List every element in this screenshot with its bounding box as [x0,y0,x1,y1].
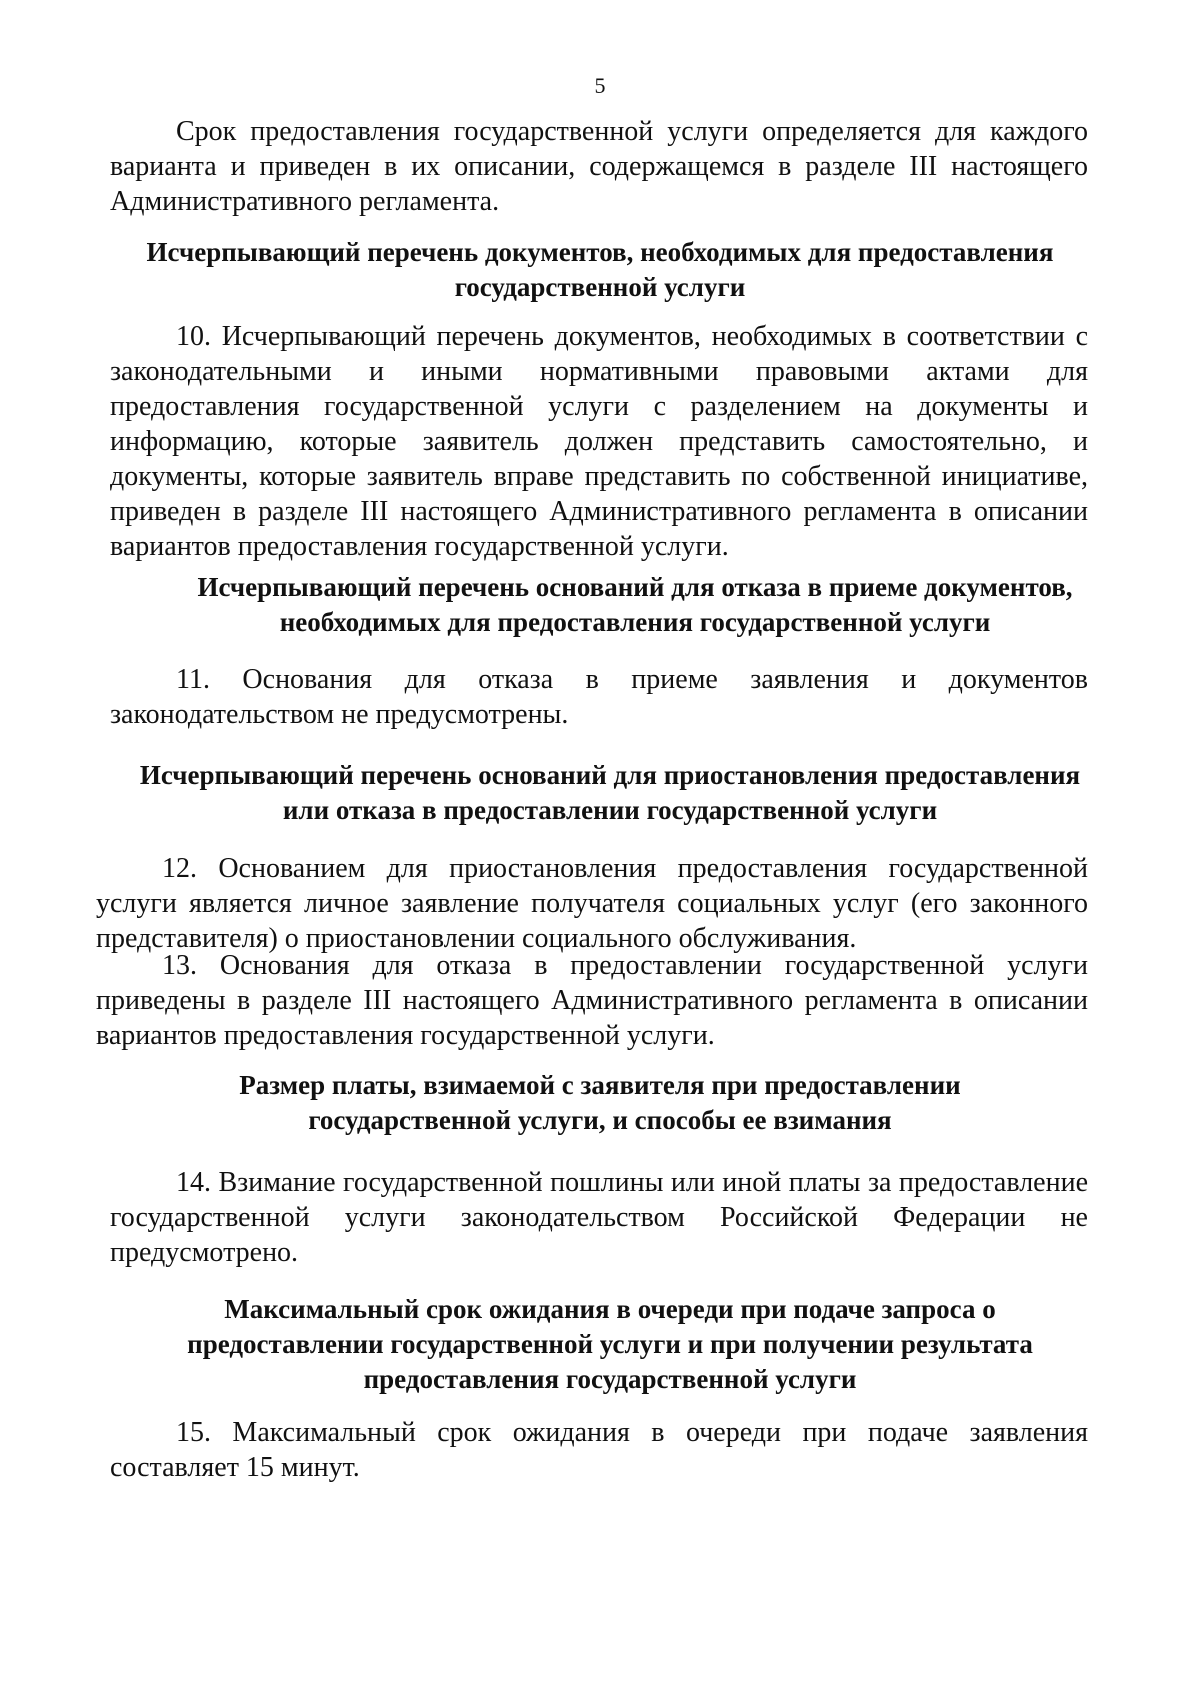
paragraph-13: 13. Основания для отказа в предоставлении государственной услуги приведены в разделе III настоящего Административного регламента в описании вариантов предоставления государственной услуги. [96,950,1088,1051]
heading-refusal-acceptance [110,570,1160,640]
heading-line: Размер платы, взимаемой с заявителя при предоставлении [239,1070,961,1100]
heading-line: предоставлении государственной услуги и при получении результата [187,1329,1033,1359]
heading-line: необходимых для предоставления государственной услуги [279,607,991,637]
heading-line: государственной услуги [454,272,746,302]
heading-line: или отказа в предоставлении государственной услуги [282,795,938,825]
paragraph-15: 15. Максимальный срок ожидания в очереди при подаче заявления составляет 15 минут. [110,1417,1088,1483]
paragraph-service-term: Срок предоставления государственной услуги определяется для каждого варианта и приведен в их описании, содержащемся в разделе III настоящего Административного регламента. [110,116,1088,217]
heading-waiting-time [110,1292,1110,1397]
heading-line: предоставления государственной услуги [363,1364,857,1394]
heading-line: Максимальный срок ожидания в очереди при подаче запроса о [224,1294,996,1324]
paragraph-12: 12. Основанием для приостановления предоставления государственной услуги является личное заявление получателя социальных услуг (его законного представителя) о приостановлении социального обслуживания. [96,853,1088,954]
heading-line: Исчерпывающий перечень документов, необходимых для предоставления [146,237,1054,267]
heading-line: государственной услуги, и способы ее взимания [308,1105,892,1135]
heading-line: Исчерпывающий перечень оснований для отказа в приеме документов, [197,572,1073,602]
heading-documents-list [110,235,1090,305]
heading-line: Исчерпывающий перечень оснований для приостановления предоставления [139,760,1081,790]
paragraph-11: 11. Основания для отказа в приеме заявления и документов законодательством не предусмотрены. [110,664,1088,730]
heading-fee [110,1068,1090,1138]
page-number: 5 [594,73,606,98]
heading-suspension [110,758,1110,828]
paragraph-10: 10. Исчерпывающий перечень документов, необходимых в соответствии с законодательными и иными нормативными правовыми актами для предоставления государственной услуги с разделением на документы и информацию, которые заявитель должен представить самостоятельно, и документы, которые заявитель вправе представить по собственной инициативе, приведен в разделе III настоящего Административного регламента в описании вариантов предоставления государственной услуги. [110,321,1088,562]
paragraph-14: 14. Взимание государственной пошлины или иной платы за предоставление государственной услуги законодательством Российской Федерации не предусмотрено. [110,1167,1088,1268]
